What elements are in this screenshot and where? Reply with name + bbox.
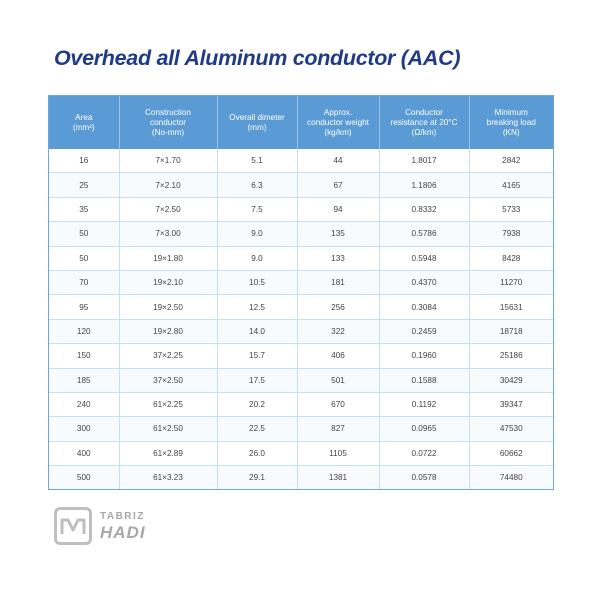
cell-weight: 1381	[297, 466, 379, 490]
logo-line1: TABRIZ	[100, 510, 145, 522]
cell-diameter: 14.0	[217, 319, 297, 343]
cell-area: 16	[49, 149, 119, 173]
cell-breaking-load: 39347	[469, 392, 553, 416]
cell-breaking-load: 15631	[469, 295, 553, 319]
cell-resistance: 0.5948	[379, 246, 469, 270]
cell-weight: 67	[297, 173, 379, 197]
cell-resistance: 0.4370	[379, 270, 469, 294]
cell-weight: 256	[297, 295, 379, 319]
cell-weight: 322	[297, 319, 379, 343]
cell-weight: 94	[297, 197, 379, 221]
cell-resistance: 0.3084	[379, 295, 469, 319]
header-breaking-load: Minimum breaking load (KN)	[469, 96, 553, 149]
cell-construction: 7×3.00	[119, 222, 217, 246]
cell-breaking-load: 8428	[469, 246, 553, 270]
cell-breaking-load: 60662	[469, 441, 553, 465]
cell-construction: 7×2.10	[119, 173, 217, 197]
cell-area: 240	[49, 392, 119, 416]
cell-resistance: 0.8332	[379, 197, 469, 221]
cell-weight: 44	[297, 149, 379, 173]
table-row	[49, 368, 553, 392]
cell-weight: 406	[297, 344, 379, 368]
table-row	[49, 392, 553, 416]
cell-area: 400	[49, 441, 119, 465]
header-diameter: Overall dimeter (mm)	[217, 96, 297, 149]
cell-resistance: 0.0965	[379, 417, 469, 441]
cell-construction: 19×2.10	[119, 270, 217, 294]
cell-weight: 135	[297, 222, 379, 246]
cell-area: 185	[49, 368, 119, 392]
table-row	[49, 466, 553, 490]
cell-weight: 501	[297, 368, 379, 392]
cell-construction: 19×1.80	[119, 246, 217, 270]
cell-area: 50	[49, 246, 119, 270]
table-row	[49, 270, 553, 294]
cell-resistance: 0.1588	[379, 368, 469, 392]
cell-resistance: 0.0578	[379, 466, 469, 490]
cell-breaking-load: 11270	[469, 270, 553, 294]
cell-resistance: 0.2459	[379, 319, 469, 343]
cell-diameter: 5.1	[217, 149, 297, 173]
logo-text	[100, 512, 146, 541]
cell-diameter: 17.5	[217, 368, 297, 392]
cell-construction: 61×2.25	[119, 392, 217, 416]
cell-diameter: 12.5	[217, 295, 297, 319]
cell-area: 150	[49, 344, 119, 368]
cell-construction: 37×2.25	[119, 344, 217, 368]
cell-diameter: 10.5	[217, 270, 297, 294]
cell-diameter: 26.0	[217, 441, 297, 465]
cell-breaking-load: 7938	[469, 222, 553, 246]
header-construction: Construction conductor (No-mm)	[119, 96, 217, 149]
cell-diameter: 9.0	[217, 222, 297, 246]
cell-construction: 61×3.23	[119, 466, 217, 490]
cell-weight: 181	[297, 270, 379, 294]
logo-mark-icon	[54, 507, 92, 545]
table-row	[49, 197, 553, 221]
cell-breaking-load: 30429	[469, 368, 553, 392]
company-logo	[54, 507, 146, 545]
cell-breaking-load: 47530	[469, 417, 553, 441]
cell-area: 500	[49, 466, 119, 490]
cell-area: 35	[49, 197, 119, 221]
cell-weight: 827	[297, 417, 379, 441]
header-weight: Approx. conductor weight (kg/km)	[297, 96, 379, 149]
cell-area: 300	[49, 417, 119, 441]
table-row	[49, 295, 553, 319]
cell-area: 70	[49, 270, 119, 294]
cell-resistance: 0.5786	[379, 222, 469, 246]
table-row	[49, 222, 553, 246]
cell-breaking-load: 25186	[469, 344, 553, 368]
header-row	[49, 96, 553, 149]
table-row	[49, 417, 553, 441]
table-row	[49, 319, 553, 343]
cell-diameter: 7.5	[217, 197, 297, 221]
cell-area: 95	[49, 295, 119, 319]
cell-breaking-load: 74480	[469, 466, 553, 490]
cell-resistance: 0.1960	[379, 344, 469, 368]
specs-table-container	[48, 95, 554, 490]
table-row	[49, 149, 553, 173]
cell-diameter: 20.2	[217, 392, 297, 416]
cell-construction: 61×2.50	[119, 417, 217, 441]
cell-diameter: 15.7	[217, 344, 297, 368]
cell-breaking-load: 18718	[469, 319, 553, 343]
table-row	[49, 173, 553, 197]
specs-table	[49, 96, 553, 489]
table-row	[49, 246, 553, 270]
table-row	[49, 344, 553, 368]
cell-construction: 37×2.50	[119, 368, 217, 392]
page-title: Overhead all Aluminum conductor (AAC)	[54, 46, 461, 70]
cell-resistance: 0.1192	[379, 392, 469, 416]
cell-construction: 7×1.70	[119, 149, 217, 173]
cell-weight: 670	[297, 392, 379, 416]
cell-diameter: 22.5	[217, 417, 297, 441]
cell-breaking-load: 5733	[469, 197, 553, 221]
cell-diameter: 29.1	[217, 466, 297, 490]
cell-resistance: 1.8017	[379, 149, 469, 173]
cell-weight: 133	[297, 246, 379, 270]
cell-area: 120	[49, 319, 119, 343]
cell-construction: 61×2.89	[119, 441, 217, 465]
cell-resistance: 0.0722	[379, 441, 469, 465]
logo-line2: HADI	[100, 522, 146, 542]
cell-construction: 19×2.50	[119, 295, 217, 319]
cell-area: 50	[49, 222, 119, 246]
cell-breaking-load: 2842	[469, 149, 553, 173]
table-body	[49, 149, 553, 489]
cell-resistance: 1.1806	[379, 173, 469, 197]
cell-construction: 19×2.80	[119, 319, 217, 343]
header-resistance: Conductor resistance at 20°C (Ω/km)	[379, 96, 469, 149]
cell-construction: 7×2.50	[119, 197, 217, 221]
cell-area: 25	[49, 173, 119, 197]
cell-diameter: 9.0	[217, 246, 297, 270]
header-area: Area (mm²)	[49, 96, 119, 149]
cell-weight: 1105	[297, 441, 379, 465]
cell-breaking-load: 4165	[469, 173, 553, 197]
table-row	[49, 441, 553, 465]
cell-diameter: 6.3	[217, 173, 297, 197]
